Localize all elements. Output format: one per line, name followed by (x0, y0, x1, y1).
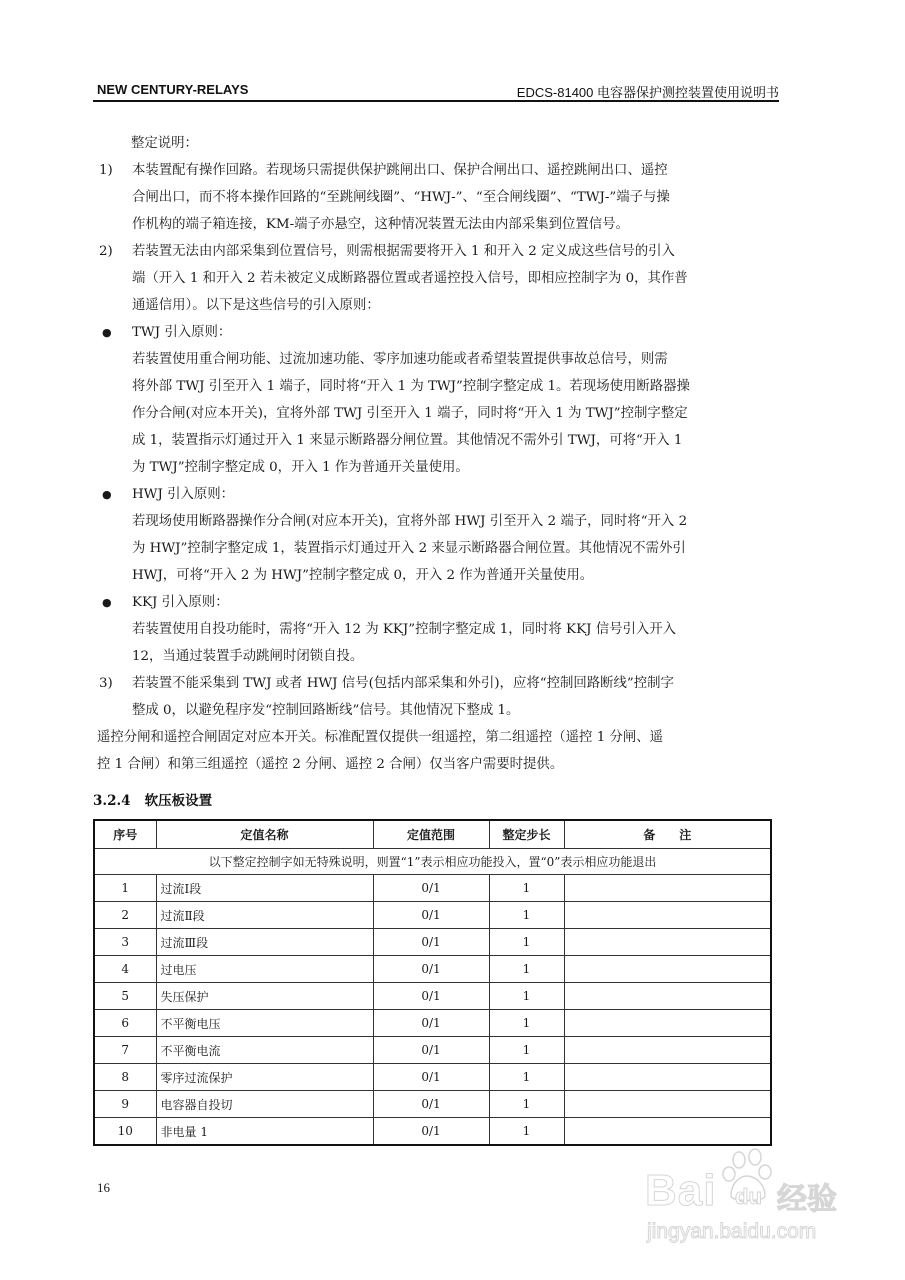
section-title: 软压板设置 (144, 793, 213, 809)
bullet-title: KKJ 引入原则： (132, 595, 229, 610)
item-number: 3) (99, 676, 113, 691)
bullet-hwj: ● HWJ 引入原则： 若现场使用断路器操作分合闸(对应本开关)，宜将外部 HWJ 引至开入 2 端子，同时将“开入 2 为 HWJ”控制字整定成 1，装置指示灯通过开入 2 来显示断路器合闸位置。其他情况不需外引 HWJ，可将“开入 2 为 HWJ”控制字整定成 0，开入 2 作为普通开关量使用。 (99, 481, 789, 589)
bullet-twj: ● TWJ 引入原则： 若装置使用重合闸功能、过流加速功能、零序加速功能或者希望装置提供事故总信号，则需 将外部 TWJ 引至开入 1 端子，同时将“开入 1 为 TWJ”控制字整定成 1。若现场使用断路器操 作分合闸(对应本开关)，宜将外部 TWJ 引至开入 1 端子，同时将“开入 1 为 TWJ”控制字整定 成 1，装置指示灯通过开入 1 来显示断路器分闸位置。其他情况不需外引 TWJ，可将“开入 1 为 TWJ”控制字整定成 0，开入 1 作为普通开关量使用。 (99, 319, 789, 481)
intro-label: 整定说明： (131, 136, 198, 151)
watermark-brand: Bai (645, 1166, 717, 1215)
table-row: 10 非电量 1 0/1 1 (94, 1118, 771, 1146)
closing-paragraph: 遥控分闸和遥控合闸固定对应本开关。标准配置仅提供一组遥控，第二组遥控（遥控 1 分闸、遥 控 1 合闸）和第三组遥控（遥控 2 分闸、遥控 2 合闸）仅当客户需要时提供。 (97, 730, 664, 772)
item-3: 3) 若装置不能采集到 TWJ 或者 HWJ 信号(包括内部采集和外引)，应将“控制回路断线”控制字 整成 0，以避免程序发“控制回路断线”信号。其他情况下整成 1。 (99, 670, 789, 724)
table-row: 8 零序过流保护 0/1 1 (94, 1064, 771, 1091)
page-number: 16 (97, 1180, 110, 1195)
table-note: 以下整定控制字如无特殊说明，则置“1”表示相应功能投入，置“0”表示相应功能退出 (94, 849, 771, 875)
item-number: 2) (99, 244, 113, 259)
bullet-title: HWJ 引入原则： (132, 487, 235, 502)
bullet-title: TWJ 引入原则： (132, 325, 232, 340)
bullet-dot-icon: ● (102, 488, 112, 501)
section-number: 3.2.4 (93, 793, 131, 809)
col-header-remark: 备 注 (564, 820, 771, 849)
table-note-row (94, 849, 771, 875)
watermark-url: jingyan.baidu.com (647, 1220, 817, 1243)
col-header-name: 定值名称 (156, 820, 373, 849)
soft-pressure-plate-table (93, 819, 772, 1146)
col-header-step: 整定步长 (489, 820, 564, 849)
table-header-row (94, 820, 771, 849)
table-row: 1 过流Ⅰ段 0/1 1 (94, 875, 771, 902)
watermark-cn: 经验 (777, 1182, 837, 1217)
bullet-kkj: ● KKJ 引入原则： 若装置使用自投功能时，需将“开入 12 为 KKJ”控制字整定成 1，同时将 KKJ 信号引入开入 12，当通过装置手动跳闸时闭锁自投。 (99, 589, 789, 670)
col-header-no: 序号 (94, 820, 156, 849)
item-number: 1) (99, 163, 113, 178)
watermark-brand-du: du (735, 1184, 762, 1209)
header-brand: NEW CENTURY-RELAYS (97, 82, 249, 97)
col-header-range: 定值范围 (373, 820, 489, 849)
item-1: 1) 本装置配有操作回路。若现场只需提供保护跳闸出口、保护合闸出口、遥控跳闸出口、遥控 合闸出口，而不将本操作回路的“至跳闸线圈”、“HWJ-”、“至合闸线圈”、“TWJ-”端子与操 作机构的端子箱连接，KM-端子亦悬空，这种情况装置无法由内部采集到位置信号。 (99, 157, 789, 238)
table-row: 2 过流Ⅱ段 0/1 1 (94, 902, 771, 929)
table-row: 6 不平衡电压 0/1 1 (94, 1010, 771, 1037)
table-row: 4 过电压 0/1 1 (94, 956, 771, 983)
bullet-dot-icon: ● (102, 596, 112, 609)
table-row: 9 电容器自投切 0/1 1 (94, 1091, 771, 1118)
item-2: 2) 若装置无法由内部采集到位置信号，则需根据需要将开入 1 和开入 2 定义成这些信号的引入 端（开入 1 和开入 2 若未被定义成断路器位置或者遥控投入信号，即相应控制字为 0，其作普 通遥信用）。以下是这些信号的引入原则： (99, 238, 789, 319)
bullet-dot-icon: ● (102, 326, 112, 339)
table-row: 3 过流Ⅲ段 0/1 1 (94, 929, 771, 956)
section-heading (93, 789, 212, 809)
table-row: 7 不平衡电流 0/1 1 (94, 1037, 771, 1064)
table-row: 5 失压保护 0/1 1 (94, 983, 771, 1010)
header-rule (93, 100, 779, 102)
header-doc-title: EDCS-81400 电容器保护测控装置使用说明书 (516, 85, 779, 100)
baidu-watermark (645, 1148, 855, 1248)
